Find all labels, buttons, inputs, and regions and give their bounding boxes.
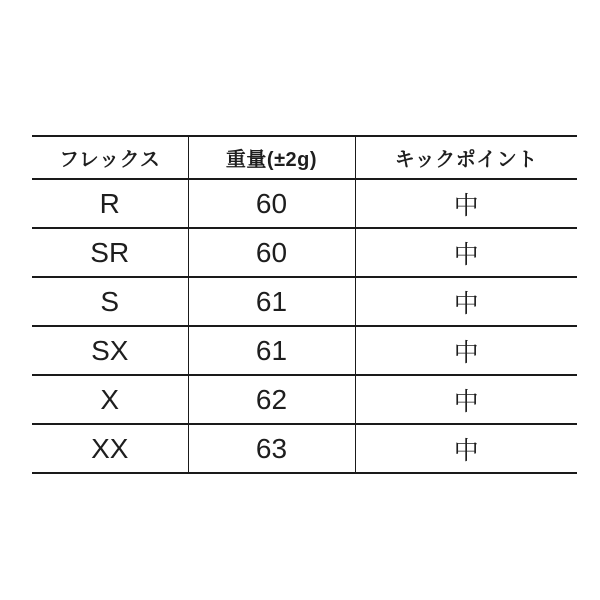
cell-kick-point: 中 [355,228,577,277]
shaft-spec-table-container [32,135,577,474]
cell-flex: XX [91,432,129,464]
header-flex: フレックス [59,149,161,171]
cell-weight: 61 [188,326,355,375]
cell-kick-point: 中 [355,179,577,228]
table-row [32,277,577,326]
cell-weight: 60 [188,179,355,228]
cell-weight: 63 [188,424,355,473]
cell-kick-point: 中 [355,277,577,326]
cell-flex: R [99,187,120,219]
table-row [32,228,577,277]
table-row [32,326,577,375]
header-row [32,136,577,179]
table-row [32,424,577,473]
cell-flex: SX [91,334,129,366]
table-row [32,375,577,424]
cell-kick-point: 中 [355,326,577,375]
cell-flex: SR [90,236,130,268]
header-kick-point: キックポイント [355,136,577,179]
cell-weight: 62 [188,375,355,424]
cell-weight: 61 [188,277,355,326]
cell-kick-point: 中 [355,424,577,473]
cell-flex: X [100,383,120,415]
cell-kick-point: 中 [355,375,577,424]
cell-weight: 60 [188,228,355,277]
cell-flex: S [100,285,120,317]
table-row [32,179,577,228]
shaft-spec-table [32,135,577,474]
header-weight: 重量(±2g) [188,136,355,179]
